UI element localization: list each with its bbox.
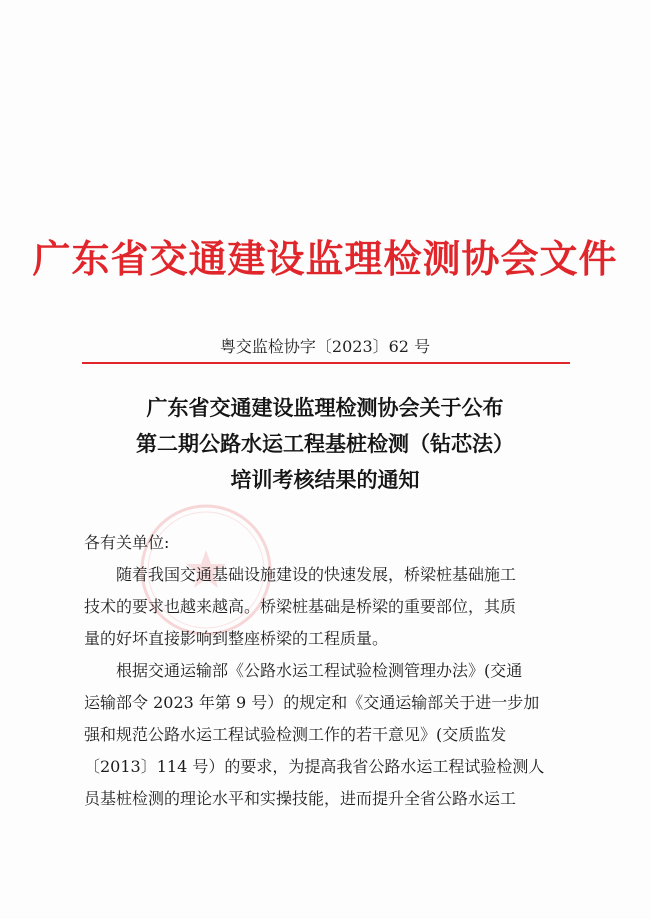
body-line: 强和规范公路水运工程试验检测工作的若干意见》(交质监发 xyxy=(84,725,507,744)
document-number: 粤交监检协字〔2023〕62 号 xyxy=(219,337,431,356)
notice-title-line: 第二期公路水运工程基桩检测（钻芯法） xyxy=(136,432,514,456)
body-line: 随着我国交通基础设施建设的快速发展，桥梁桩基础施工 xyxy=(116,565,517,584)
salutation: 各有关单位: xyxy=(84,533,170,552)
letterhead-title: 广东省交通建设监理检测协会文件 xyxy=(32,236,618,281)
letterhead-divider xyxy=(82,362,570,364)
body-line: 运输部令 2023 年第 9 号）的规定和《交通运输部关于进一步加 xyxy=(84,693,540,712)
notice-title-line: 培训考核结果的通知 xyxy=(230,468,420,492)
notice-body xyxy=(84,527,570,815)
body-line: 根据交通运输部《公路水运工程试验检测管理办法》(交通 xyxy=(116,661,523,680)
body-paragraph xyxy=(84,559,570,655)
body-line: 技术的要求也越来越高。桥梁桩基础是桥梁的重要部位，其质 xyxy=(84,597,517,616)
notice-title-line: 广东省交通建设监理检测协会关于公布 xyxy=(146,396,504,420)
body-line: 量的好坏直接影响到整座桥梁的工程质量。 xyxy=(84,629,389,648)
notice-title xyxy=(0,390,650,498)
body-paragraph xyxy=(84,655,570,815)
body-line: 〔2013〕114 号）的要求，为提高我省公路水运工程试验检测人 xyxy=(84,757,545,776)
body-line: 员基桩检测的理论水平和实操技能，进而提升全省公路水运工 xyxy=(84,789,517,808)
